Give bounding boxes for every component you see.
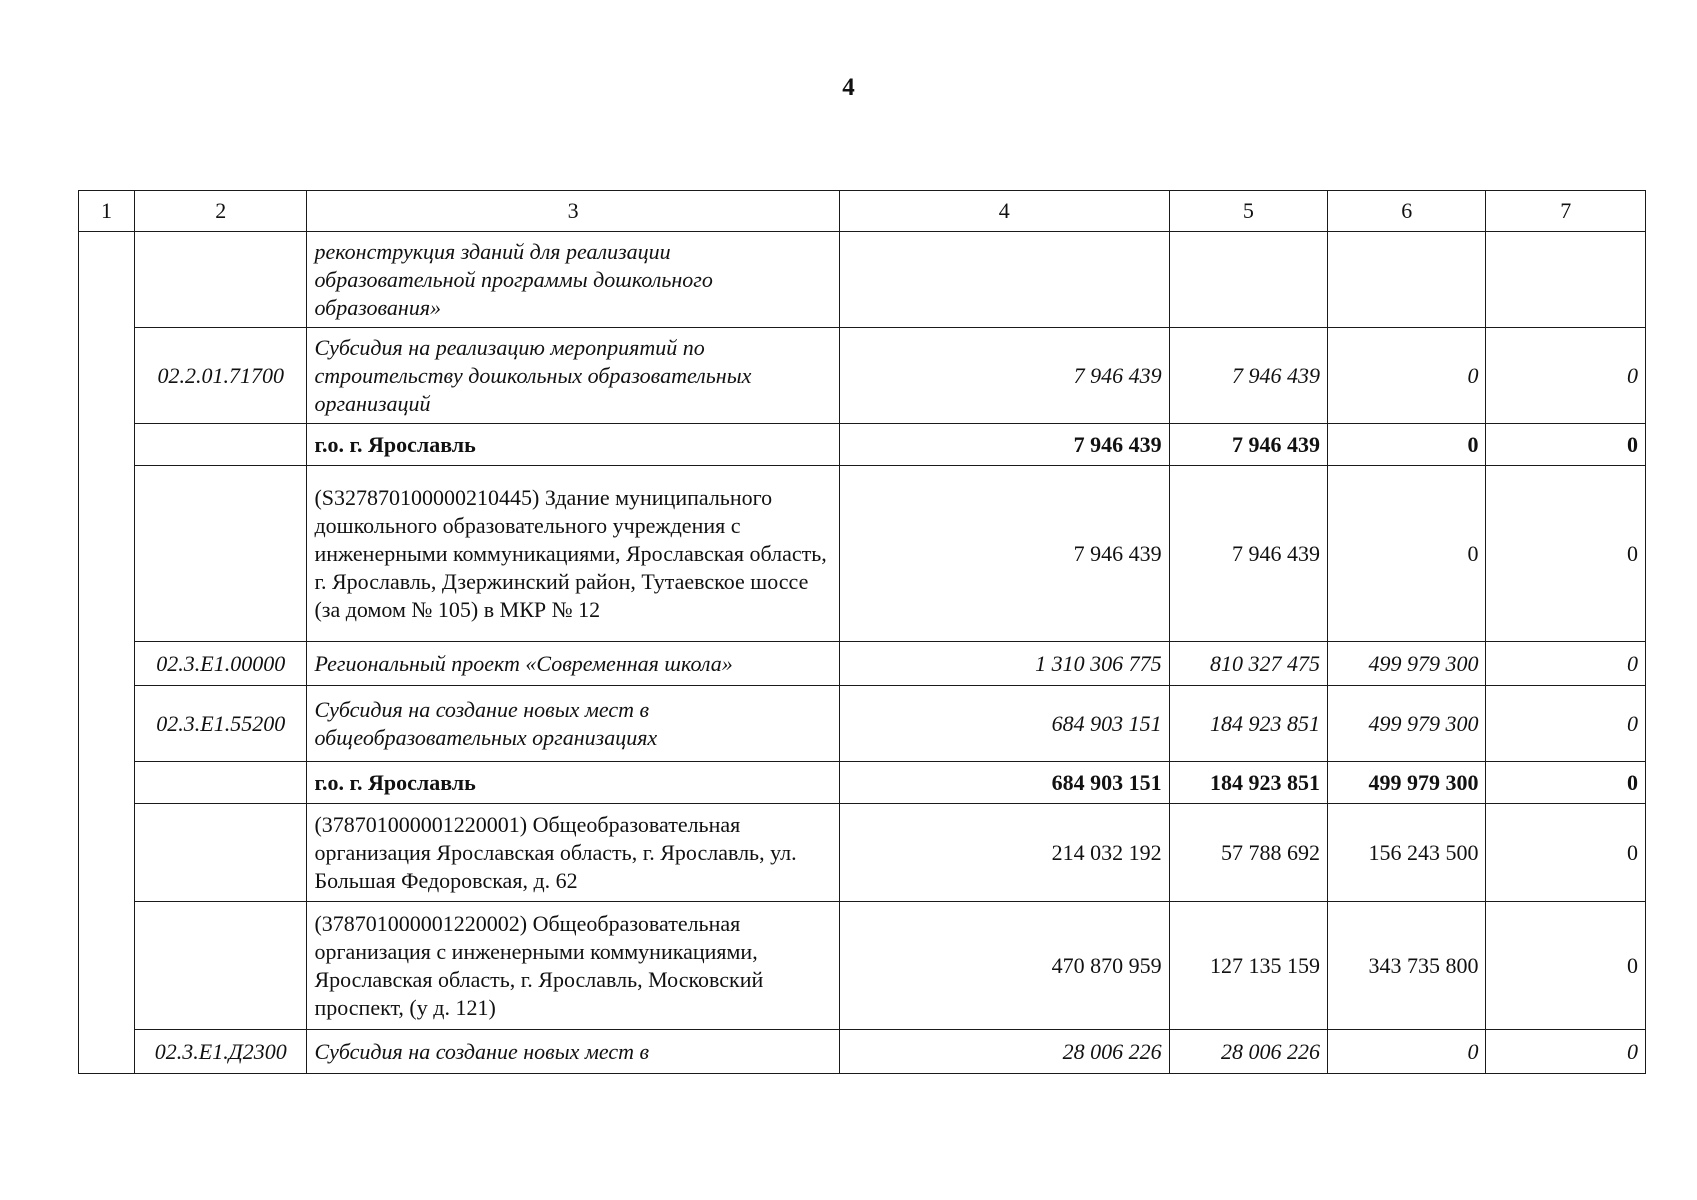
value-col-7: 0 — [1486, 424, 1646, 466]
value-col-6: 499 979 300 — [1328, 686, 1486, 762]
header-col-6: 6 — [1328, 191, 1486, 232]
value-col-5 — [1169, 232, 1327, 328]
description-cell: (S327870100000210445) Здание муниципального дошкольного образовательного учреждения с инженерными коммуникациями, Ярославская область, г. Ярославль, Дзержинский район, Тутаевское шоссе (за домом № 105) в МКР № 12 — [307, 466, 839, 642]
header-col-2: 2 — [135, 191, 307, 232]
table-row — [79, 804, 1646, 902]
description-cell: (378701000001220002) Общеобразовательная организация с инженерными коммуникациями, Ярославская область, г. Ярославль, Московский проспект, (у д. 121) — [307, 902, 839, 1030]
value-col-7: 0 — [1486, 804, 1646, 902]
value-col-4: 7 946 439 — [839, 424, 1169, 466]
code-cell: 02.3.Е1.00000 — [135, 642, 307, 686]
value-col-5: 184 923 851 — [1169, 762, 1327, 804]
value-col-6: 0 — [1328, 328, 1486, 424]
table-row — [79, 762, 1646, 804]
description-cell: реконструкция зданий для реализации образовательной программы дошкольного образования» — [307, 232, 839, 328]
value-col-5: 7 946 439 — [1169, 466, 1327, 642]
value-col-5: 57 788 692 — [1169, 804, 1327, 902]
table-row — [79, 424, 1646, 466]
description-cell: г.о. г. Ярославль — [307, 762, 839, 804]
value-col-6: 499 979 300 — [1328, 762, 1486, 804]
code-cell — [135, 804, 307, 902]
row-number-cell — [79, 232, 135, 1074]
value-col-4: 1 310 306 775 — [839, 642, 1169, 686]
value-col-5: 28 006 226 — [1169, 1030, 1327, 1074]
value-col-6: 0 — [1328, 466, 1486, 642]
header-col-4: 4 — [839, 191, 1169, 232]
value-col-4: 7 946 439 — [839, 466, 1169, 642]
code-cell — [135, 424, 307, 466]
header-col-5: 5 — [1169, 191, 1327, 232]
header-col-1: 1 — [79, 191, 135, 232]
value-col-7: 0 — [1486, 1030, 1646, 1074]
table-row — [79, 232, 1646, 328]
value-col-7: 0 — [1486, 686, 1646, 762]
description-cell: Региональный проект «Современная школа» — [307, 642, 839, 686]
code-cell — [135, 232, 307, 328]
table-row — [79, 642, 1646, 686]
description-cell: Субсидия на создание новых мест в — [307, 1030, 839, 1074]
value-col-6: 156 243 500 — [1328, 804, 1486, 902]
value-col-6 — [1328, 232, 1486, 328]
code-cell: 02.2.01.71700 — [135, 328, 307, 424]
description-cell: Субсидия на реализацию мероприятий по строительству дошкольных образовательных организаций — [307, 328, 839, 424]
value-col-4 — [839, 232, 1169, 328]
description-cell: Субсидия на создание новых мест в общеобразовательных организациях — [307, 686, 839, 762]
value-col-4: 28 006 226 — [839, 1030, 1169, 1074]
table-row — [79, 466, 1646, 642]
value-col-7: 0 — [1486, 762, 1646, 804]
value-col-4: 470 870 959 — [839, 902, 1169, 1030]
value-col-4: 684 903 151 — [839, 686, 1169, 762]
value-col-5: 7 946 439 — [1169, 328, 1327, 424]
code-cell — [135, 466, 307, 642]
table-row — [79, 328, 1646, 424]
code-cell — [135, 902, 307, 1030]
value-col-6: 0 — [1328, 424, 1486, 466]
value-col-7: 0 — [1486, 466, 1646, 642]
value-col-4: 7 946 439 — [839, 328, 1169, 424]
value-col-5: 127 135 159 — [1169, 902, 1327, 1030]
value-col-5: 184 923 851 — [1169, 686, 1327, 762]
value-col-7: 0 — [1486, 642, 1646, 686]
value-col-4: 214 032 192 — [839, 804, 1169, 902]
table-row — [79, 1030, 1646, 1074]
code-cell: 02.3.Е1.Д2300 — [135, 1030, 307, 1074]
table-row — [79, 902, 1646, 1030]
value-col-5: 810 327 475 — [1169, 642, 1327, 686]
value-col-6: 499 979 300 — [1328, 642, 1486, 686]
header-col-3: 3 — [307, 191, 839, 232]
description-cell: (378701000001220001) Общеобразовательная организация Ярославская область, г. Ярославль, ул. Большая Федоровская, д. 62 — [307, 804, 839, 902]
value-col-6: 343 735 800 — [1328, 902, 1486, 1030]
page-number: 4 — [842, 74, 855, 101]
table-header-row — [79, 191, 1646, 232]
budget-table — [78, 190, 1646, 1074]
code-cell — [135, 762, 307, 804]
value-col-7 — [1486, 232, 1646, 328]
value-col-7: 0 — [1486, 328, 1646, 424]
table-row — [79, 686, 1646, 762]
value-col-6: 0 — [1328, 1030, 1486, 1074]
header-col-7: 7 — [1486, 191, 1646, 232]
value-col-4: 684 903 151 — [839, 762, 1169, 804]
description-cell: г.о. г. Ярославль — [307, 424, 839, 466]
value-col-5: 7 946 439 — [1169, 424, 1327, 466]
value-col-7: 0 — [1486, 902, 1646, 1030]
code-cell: 02.3.Е1.55200 — [135, 686, 307, 762]
